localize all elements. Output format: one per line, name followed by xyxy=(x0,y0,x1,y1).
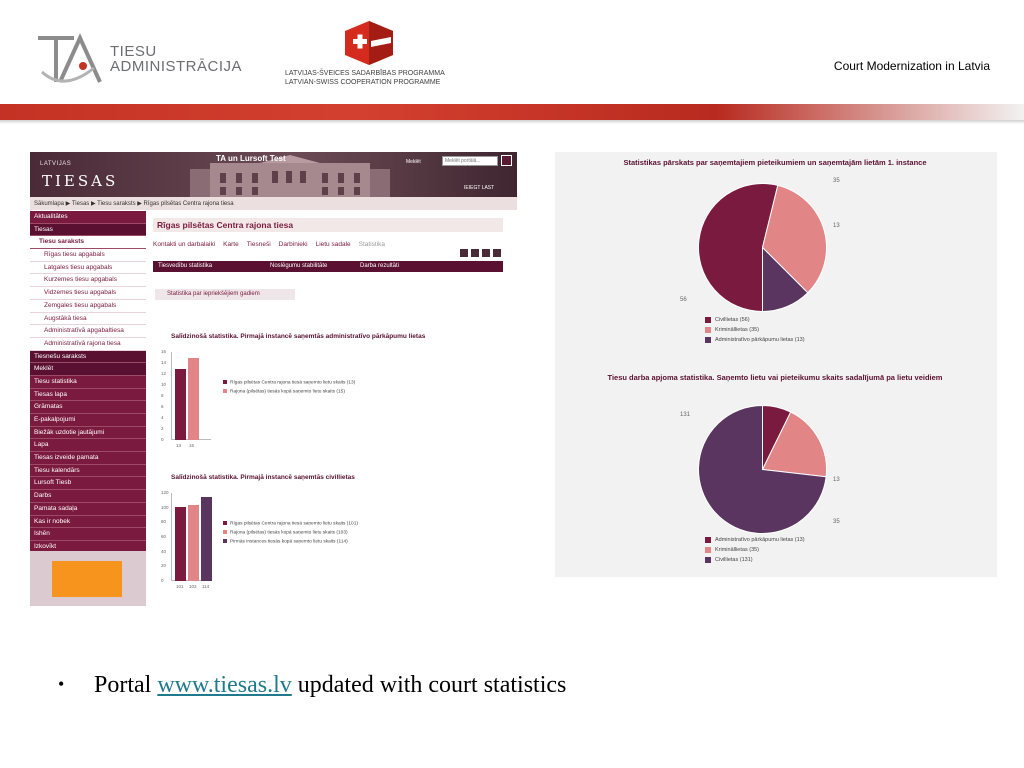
sidebar-item[interactable]: Vidzemes tiesu apgabals xyxy=(30,287,146,300)
pie-legend-item xyxy=(705,335,805,345)
site-login-link[interactable]: IEIEGT LAST xyxy=(464,185,495,191)
court-title: Rīgas pilsētas Centra rajona tiesa xyxy=(153,218,503,232)
court-tab[interactable]: Statistika xyxy=(358,241,386,248)
sidebar-item[interactable]: Lapa xyxy=(30,439,146,452)
legend-swatch xyxy=(223,389,227,393)
tiesas-link[interactable]: www.tiesas.lv xyxy=(157,672,292,698)
chart-y-tick: 100 xyxy=(161,504,169,510)
tiesu-administracija-logo-icon xyxy=(34,32,104,88)
sidebar-item[interactable]: Aktualitātes xyxy=(30,211,146,224)
chart-y-tick: 10 xyxy=(161,382,167,387)
pie1-legend xyxy=(705,315,805,345)
chart-y-tick: 120 xyxy=(161,490,169,495)
chart-y-tick: 40 xyxy=(161,548,167,554)
chart-legend-item xyxy=(223,521,358,526)
pie2-title: Tiesu darba apjoma statistika. Saņemto lietu vai pieteikumu skaits sadalījumā pa lietu veidiem xyxy=(607,373,943,382)
court-tabs xyxy=(153,241,503,253)
pie1-label-admin: 13 xyxy=(833,223,840,229)
pie2-label-civil: 131 xyxy=(680,412,691,418)
legend-label: Civillietas (131) xyxy=(715,557,753,563)
sidebar-item[interactable]: Rīgas tiesu apgabals xyxy=(30,249,146,262)
pie-legend-item xyxy=(705,315,805,325)
pie1-chart xyxy=(695,180,830,315)
sidebar-item[interactable]: E-pakalpojumi xyxy=(30,414,146,427)
chart-y-tick: 80 xyxy=(161,519,167,525)
logo-text xyxy=(110,44,242,74)
previous-years-button[interactable]: Statistika par iepriekšējiem gadiem xyxy=(155,289,295,300)
court-tab[interactable]: Karte xyxy=(223,241,239,248)
statistics-panel xyxy=(555,152,997,577)
chart-y-tick: 4 xyxy=(161,415,164,420)
legend-swatch xyxy=(705,317,711,323)
legend-swatch xyxy=(705,337,711,343)
nav-list xyxy=(30,211,146,554)
chart-y-tick: 16 xyxy=(161,349,167,354)
chart-bar-value: 15 xyxy=(189,443,195,448)
chart-bar xyxy=(188,505,199,581)
chart-bar-value: 101 xyxy=(176,584,184,589)
legend-label: Krimināllietas (35) xyxy=(715,327,760,333)
sidebar-item[interactable]: Biežāk uzdotie jautājumi xyxy=(30,427,146,440)
pie2-label-admin: 13 xyxy=(833,477,840,483)
bullet-point xyxy=(58,672,566,699)
sidebar-item[interactable]: Tiesu statistika xyxy=(30,376,146,389)
chart2-title: Salīdzinošā statistika. Pirmajā instancē saņemtās civillietas xyxy=(171,474,355,481)
site-main-content xyxy=(153,216,505,606)
statistics-subtab[interactable]: Darba rezultāti xyxy=(360,263,400,269)
chart1-title: Salīdzinošā statistika. Pirmajā instancē saņemtās administratīvo pārkāpumu lietas xyxy=(171,333,426,340)
nav-banner[interactable] xyxy=(52,561,122,597)
legend-label: Rīgas pilsētas Centra rajona tiesā saņemto lietu skaits (13) xyxy=(230,380,356,386)
court-tab[interactable]: Darbinieki xyxy=(278,241,308,248)
legend-label: Administratīvo pārkāpumu lietas (13) xyxy=(715,337,805,343)
swiss-cooperation-emblem-icon xyxy=(343,19,395,67)
site-brand-small: LATVIJAS xyxy=(40,161,72,167)
logo-secondary: ADMINISTRĀCIJA xyxy=(110,58,243,75)
header-band-shadow xyxy=(0,120,1024,124)
search-icon[interactable] xyxy=(501,155,512,166)
statistics-subtab[interactable]: Tiesvedību statistika xyxy=(158,263,213,269)
sidebar-item[interactable]: Meklēt xyxy=(30,363,146,376)
sidebar-item[interactable]: Tiesu kalendārs xyxy=(30,465,146,478)
chart-y-tick: 20 xyxy=(161,563,167,569)
sidebar-item[interactable]: Grāmatas xyxy=(30,401,146,414)
pie-legend-item xyxy=(705,325,805,335)
chart-y-tick: 8 xyxy=(161,393,164,398)
sidebar-item[interactable]: Lursoft Tiesb xyxy=(30,477,146,490)
chart-bar xyxy=(175,507,186,581)
breadcrumb-text[interactable]: Sākumlapa ▶ Tiesas ▶ Tiesu saraksts ▶ Rīgas pilsētas Centra rajona tiesa xyxy=(34,201,234,207)
sidebar-item[interactable]: Tiesas xyxy=(30,224,146,237)
bullet-icon: • xyxy=(58,674,65,694)
chart-bar xyxy=(188,358,199,441)
bullet-suffix: updated with court statistics xyxy=(291,672,567,698)
sidebar-item[interactable]: Kurzemes tiesu apgabals xyxy=(30,274,146,287)
sidebar-item[interactable]: Administratīvā rajona tiesa xyxy=(30,338,146,351)
sidebar-item[interactable]: Darbs xyxy=(30,490,146,503)
chart-y-tick: 60 xyxy=(161,534,167,539)
site-banner-title: TA un Lursoft Test xyxy=(216,154,286,163)
sidebar-item[interactable]: Tiesas izveide pamata xyxy=(30,452,146,465)
chart-legend-item xyxy=(223,389,345,394)
sidebar-item[interactable]: Zemgales tiesu apgabals xyxy=(30,300,146,313)
pie-legend-item xyxy=(705,545,805,555)
header-band xyxy=(0,104,1024,120)
pie1-label-krim: 35 xyxy=(833,178,840,184)
court-tab[interactable]: Kontakti un darbalaiki xyxy=(153,241,216,248)
legend-swatch xyxy=(223,539,227,543)
site-brand[interactable]: TIESAS xyxy=(42,172,119,190)
swiss-line-lv: LATVIJAS-ŠVEICES SADARBĪBAS PROGRAMMA xyxy=(285,70,445,77)
pie2-chart xyxy=(695,402,830,537)
chart-legend-item xyxy=(223,539,348,544)
chart-bar xyxy=(175,369,186,441)
sidebar-item[interactable]: Izkovīkt xyxy=(30,541,146,554)
bullet-prefix: Portal xyxy=(94,672,158,698)
court-tab[interactable]: Tiesneši xyxy=(246,241,271,248)
site-sidebar-nav xyxy=(30,211,146,606)
chart-y-tick: 14 xyxy=(161,360,167,365)
legend-swatch xyxy=(705,537,711,543)
statistics-subtabs xyxy=(153,261,503,272)
website-screenshot xyxy=(30,152,517,606)
chart-y-tick: 12 xyxy=(161,371,167,376)
legend-label: Civillietas (56) xyxy=(715,317,750,323)
legend-label: Rajona (pilsētas) tiesās kopā saņemto lietu skaits (15) xyxy=(230,389,345,395)
pie2-legend xyxy=(705,535,805,565)
breadcrumb xyxy=(30,197,517,210)
legend-swatch xyxy=(223,521,227,525)
legend-swatch xyxy=(705,327,711,333)
site-header xyxy=(30,152,517,197)
chart-y-tick: 6 xyxy=(161,404,164,409)
sidebar-item[interactable]: Pamata sadaļa xyxy=(30,503,146,516)
swiss-line-en: LATVIAN-SWISS COOPERATION PROGRAMME xyxy=(285,79,441,86)
chart-bar-value: 114 xyxy=(202,584,210,589)
pie2-label-krim: 35 xyxy=(833,519,840,525)
chart-legend-item xyxy=(223,530,348,535)
chart-y-tick: 0 xyxy=(161,437,164,442)
site-search-label: Meklēt xyxy=(406,159,421,165)
chart-bar-value: 13 xyxy=(176,443,182,448)
sidebar-item[interactable]: Ishēn xyxy=(30,528,146,541)
chart-bar-value: 103 xyxy=(189,584,197,589)
chart-legend-item xyxy=(223,380,355,385)
sidebar-item[interactable]: Administratīvā apgabaltiesa xyxy=(30,325,146,338)
sidebar-item[interactable]: Tiesnešu saraksts xyxy=(30,351,146,364)
legend-swatch xyxy=(223,380,227,384)
chart-bar xyxy=(201,497,212,581)
legend-label: Rajona (pilsētas) tiesās kopā saņemto lietu skaits (103) xyxy=(230,530,348,536)
sidebar-item[interactable]: Latgales tiesu apgabals xyxy=(30,262,146,275)
sidebar-item[interactable]: Tiesas lapa xyxy=(30,389,146,402)
legend-label: Administratīvo pārkāpumu lietas (13) xyxy=(715,537,805,543)
sidebar-item[interactable]: Tiesu saraksts xyxy=(30,236,146,249)
legend-label: Rīgas pilsētas Centra rajona tiesā saņemto lietu skaits (101) xyxy=(230,521,358,527)
legend-swatch xyxy=(705,557,711,563)
pie1-title: Statistikas pārskats par saņemtajiem pieteikumiem un saņemtajām lietām 1. instance xyxy=(623,158,927,167)
legend-label: Pirmās instances tiesās kopā saņemto lietu skaits (114) xyxy=(230,539,348,545)
site-search-input[interactable]: Meklēt portālā... xyxy=(442,156,498,166)
pie-legend-item xyxy=(705,555,805,565)
legend-swatch xyxy=(705,547,711,553)
court-tab[interactable]: Lietu sadale xyxy=(315,241,351,248)
logo-primary: TIESU xyxy=(110,43,157,60)
chart-y-tick: 2 xyxy=(161,426,164,431)
pie1-label-civil: 56 xyxy=(680,297,687,303)
legend-label: Krimināllietas (35) xyxy=(715,547,760,553)
statistics-subtab[interactable]: Noslēgumu stabilitāte xyxy=(270,263,328,269)
sidebar-item[interactable]: Augstākā tiesa xyxy=(30,313,146,326)
pie-legend-item xyxy=(705,535,805,545)
deck-title: Court Modernization in Latvia xyxy=(833,59,990,73)
legend-swatch xyxy=(223,530,227,534)
chart-y-tick: 0 xyxy=(161,578,164,583)
sidebar-item[interactable]: Kas ir nobek xyxy=(30,516,146,529)
swiss-programme-text xyxy=(285,69,445,87)
